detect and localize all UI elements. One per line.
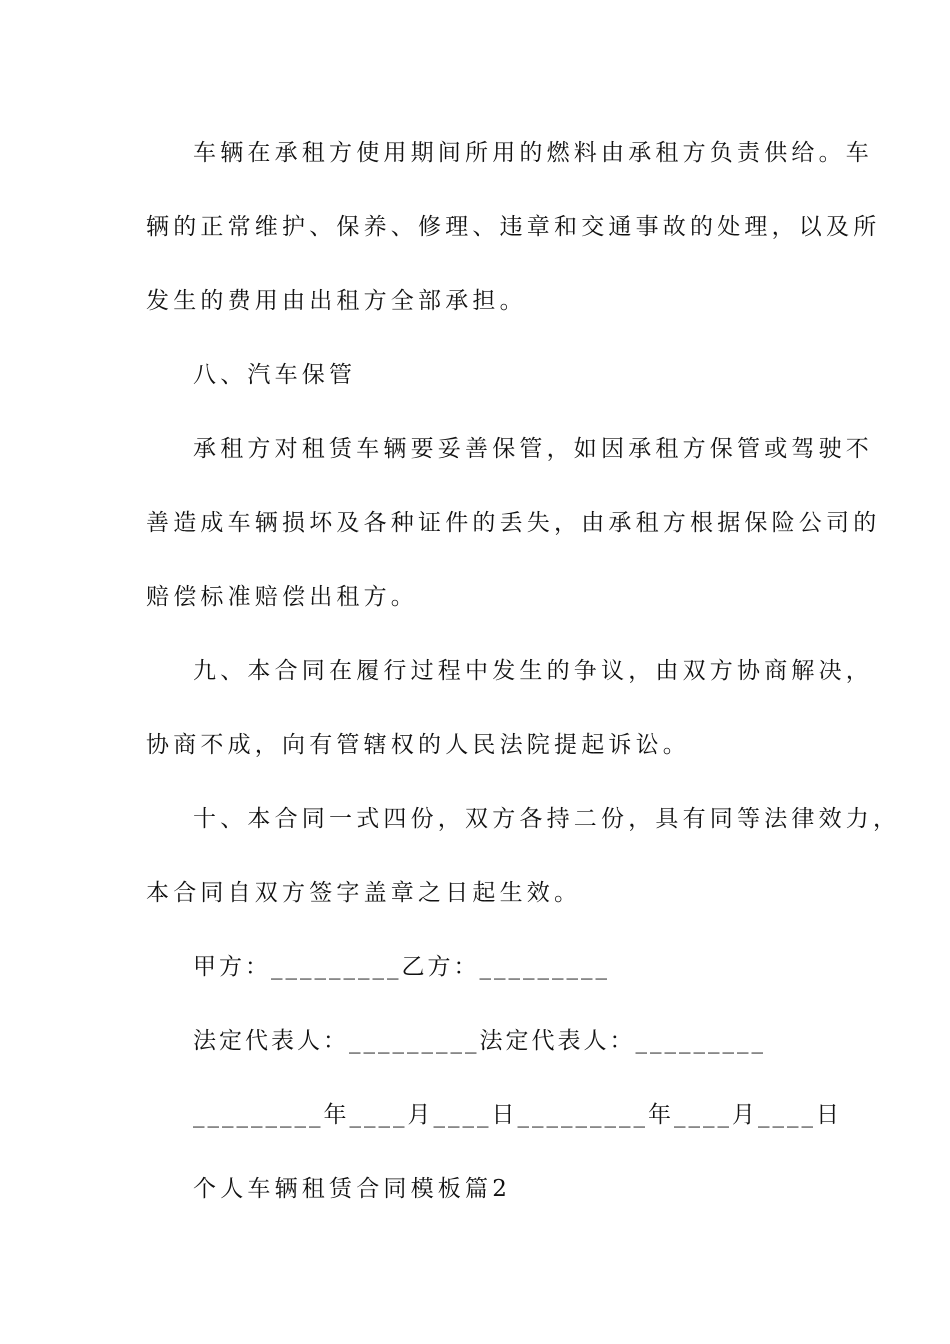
paragraph-line: 承租方对租赁车辆要妥善保管，如因承租方保管或驾驶不	[193, 436, 873, 462]
next-section-title: 个人车辆租赁合同模板篇2	[193, 1176, 512, 1202]
paragraph-line: 发生的费用由出租方全部承担。	[146, 288, 527, 314]
paragraph-line: 善造成车辆损坏及各种证件的丢失，由承租方根据保险公司的	[146, 510, 881, 536]
section-heading: 八、汽车保管	[193, 362, 357, 388]
signature-dates: _________年____月____日_________年____月____日	[193, 1102, 842, 1128]
paragraph-line: 十、本合同一式四份，双方各持二份，具有同等法律效力，	[193, 806, 901, 832]
paragraph-line: 辆的正常维护、保养、修理、违章和交通事故的处理，以及所	[146, 214, 881, 240]
paragraph-line: 赔偿标准赔偿出租方。	[146, 584, 418, 610]
signature-representatives: 法定代表人：_________法定代表人：_________	[193, 1028, 766, 1054]
paragraph-line: 九、本合同在履行过程中发生的争议，由双方协商解决，	[193, 658, 873, 684]
paragraph-line: 车辆在承租方使用期间所用的燃料由承租方负责供给。车	[193, 140, 873, 166]
paragraph-line: 本合同自双方签字盖章之日起生效。	[146, 880, 582, 906]
paragraph-line: 协商不成，向有管辖权的人民法院提起诉讼。	[146, 732, 690, 758]
signature-parties: 甲方：_________乙方：_________	[193, 954, 610, 980]
